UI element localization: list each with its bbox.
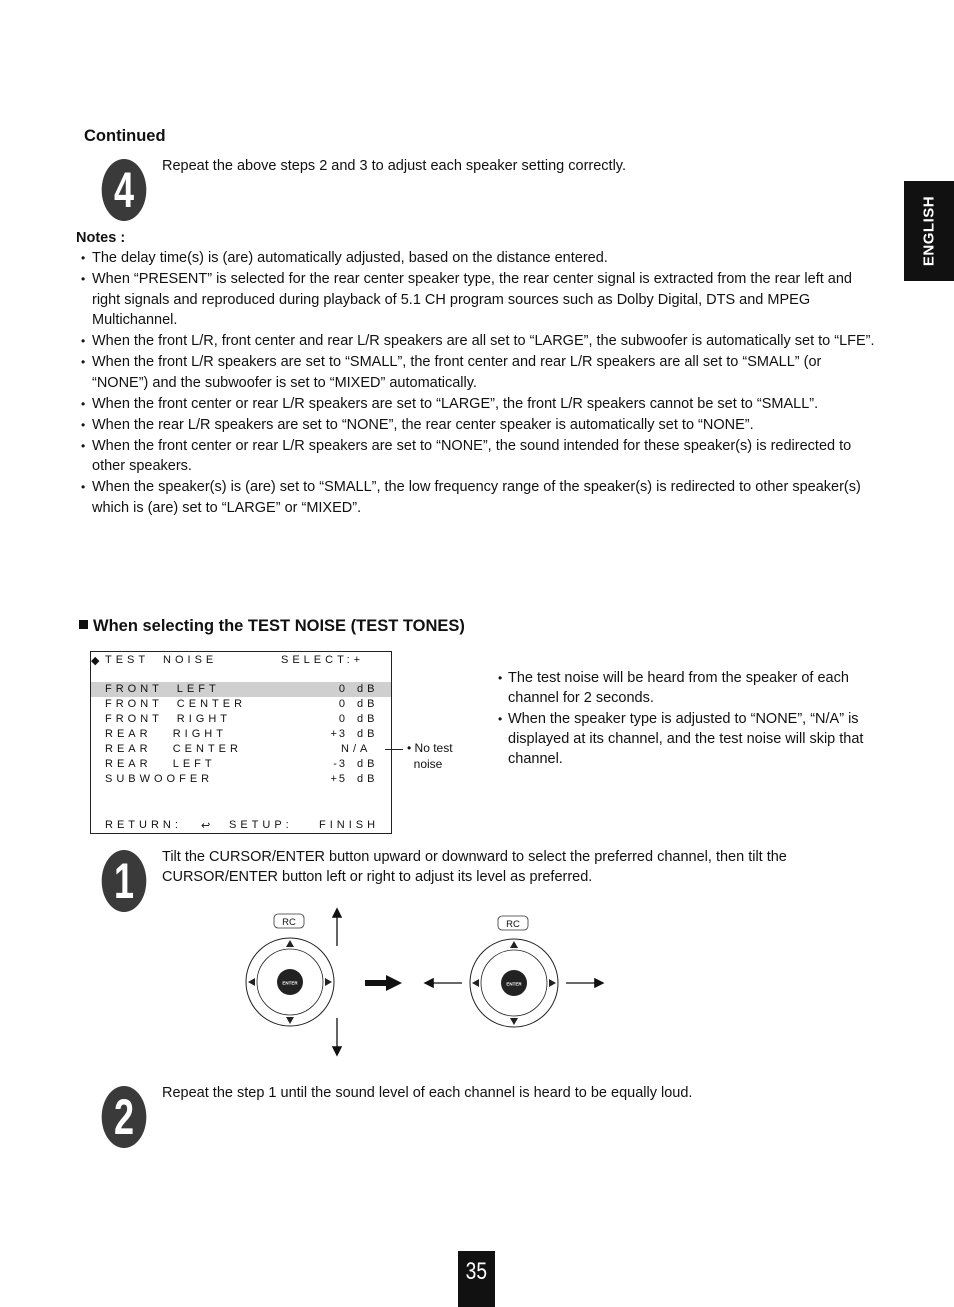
note-item: • When the front L/R, front center and rear L/R speakers are all set to “LARGE”, the subwoofer is automatically set to “LFE”.: [78, 331, 878, 352]
note-item: • When the front L/R speakers are set to “SMALL”, the front center and rear L/R speakers are all set to “SMALL” (or “NONE”) and the subwoofer is set to “MIXED” automatically.: [78, 352, 878, 393]
callout-line: [385, 749, 403, 750]
osd-row-value: 0: [338, 698, 347, 710]
rc-label-left: RC: [282, 917, 296, 928]
note-item: • The delay time(s) is (are) automatically adjusted, based on the distance entered.: [78, 248, 878, 269]
enter-label-left: ENTER: [282, 980, 298, 986]
language-tab: [904, 181, 954, 281]
osd-row-unit: dB: [357, 683, 379, 695]
note-item: • When the front center or rear L/R speakers are set to “LARGE”, the front L/R speakers cannot be set to “SMALL”.: [78, 394, 878, 415]
continued-label: Continued: [84, 127, 166, 145]
osd-row: [91, 727, 391, 742]
osd-row-name: FRONT RIGHT: [105, 713, 232, 725]
osd-footer-setup: SETUP:: [229, 819, 293, 831]
osd-row-value: 0: [338, 683, 347, 695]
osd-row-unit: dB: [357, 758, 379, 770]
step-1-badge: 1: [102, 850, 147, 912]
notes-list: [78, 248, 878, 519]
osd-row-name: REAR LEFT: [105, 758, 216, 770]
diamond-cursor-icon: ◆: [91, 655, 100, 667]
osd-title: TEST NOISE: [105, 654, 218, 666]
osd-row-unit: dB: [357, 698, 379, 710]
osd-row-value: N/A: [341, 743, 372, 755]
osd-row-name: REAR RIGHT: [105, 728, 227, 740]
enter-label-right: ENTER: [506, 981, 522, 987]
osd-row-name: REAR CENTER: [105, 743, 242, 755]
return-arrow-icon: ↩: [201, 820, 211, 832]
osd-row-value: -3: [333, 758, 347, 770]
osd-row: [91, 742, 391, 757]
note-item: • When the front center or rear L/R speakers are set to “NONE”, the sound intended for these speaker(s) is redirected to other speakers.: [78, 436, 878, 477]
page-number-text: 35: [465, 1258, 488, 1285]
osd-row-value: 0: [338, 713, 347, 725]
test-noise-note: • When the speaker type is adjusted to “NONE”, “N/A” is displayed at its channel, and the test noise will skip that channel.: [496, 709, 881, 769]
remote-diagram: [240, 900, 620, 1060]
cursor-pad-left: [246, 914, 334, 1026]
osd-row-value: +3: [330, 728, 347, 740]
test-noise-note: • The test noise will be heard from the speaker of each channel for 2 seconds.: [496, 668, 881, 708]
section-heading: [79, 617, 465, 636]
notes-title: Notes :: [76, 230, 126, 246]
osd-row-selected: [91, 682, 391, 697]
osd-row-unit: dB: [357, 773, 379, 785]
language-tab-label: ENGLISH: [920, 195, 938, 267]
right-bold-arrow-icon: [365, 975, 402, 991]
osd-row: [91, 712, 391, 727]
note-item: • When “PRESENT” is selected for the rear center speaker type, the rear center signal is extracted from the rear left and right signals and reproduced during playback of 5.1 CH program sources such as Dolby Digital, DTS and MPEG Multichannel.: [78, 269, 878, 331]
osd-screen: [90, 651, 392, 834]
step-4-badge: 4: [102, 159, 147, 221]
osd-row-name: FRONT CENTER: [105, 698, 247, 710]
cursor-pad-right: [470, 916, 558, 1027]
osd-row-name: FRONT LEFT: [105, 683, 220, 695]
square-bullet-icon: [79, 620, 88, 629]
osd-row: [91, 697, 391, 712]
step-4-text: Repeat the above steps 2 and 3 to adjust each speaker setting correctly.: [162, 158, 627, 174]
step-1-text: Tilt the CURSOR/ENTER button upward or downward to select the preferred channel, then tilt the CURSOR/ENTER button left or right to adjust its level as preferred.: [162, 849, 787, 885]
test-noise-notes: [496, 668, 881, 769]
osd-row-unit: dB: [357, 728, 379, 740]
page-number: [458, 1251, 495, 1307]
note-item: • When the rear L/R speakers are set to “NONE”, the rear center speaker is automatically set to “NONE”.: [78, 415, 878, 436]
osd-row-value: +5: [330, 773, 347, 785]
osd-row-unit: dB: [357, 713, 379, 725]
osd-row-name: SUBWOOFER: [105, 773, 214, 785]
section-heading-text: When selecting the TEST NOISE (TEST TONES): [93, 617, 465, 635]
note-item: • When the speaker(s) is (are) set to “SMALL”, the low frequency range of the speaker(s) is redirected to other speaker(s) which is (are) set to “LARGE” or “MIXED”.: [78, 477, 878, 518]
step-2-badge: 2: [102, 1086, 147, 1148]
rc-label-right: RC: [506, 919, 520, 930]
osd-row: [91, 772, 391, 787]
osd-select: SELECT:+: [281, 654, 365, 666]
osd-row: [91, 757, 391, 772]
step-2-text: Repeat the step 1 until the sound level of each channel is heard to be equally loud.: [162, 1085, 693, 1101]
osd-footer-return: RETURN:: [105, 819, 182, 831]
osd-footer-finish: FINISH: [319, 819, 380, 831]
osd-callout-note: • No test noise: [407, 741, 453, 771]
